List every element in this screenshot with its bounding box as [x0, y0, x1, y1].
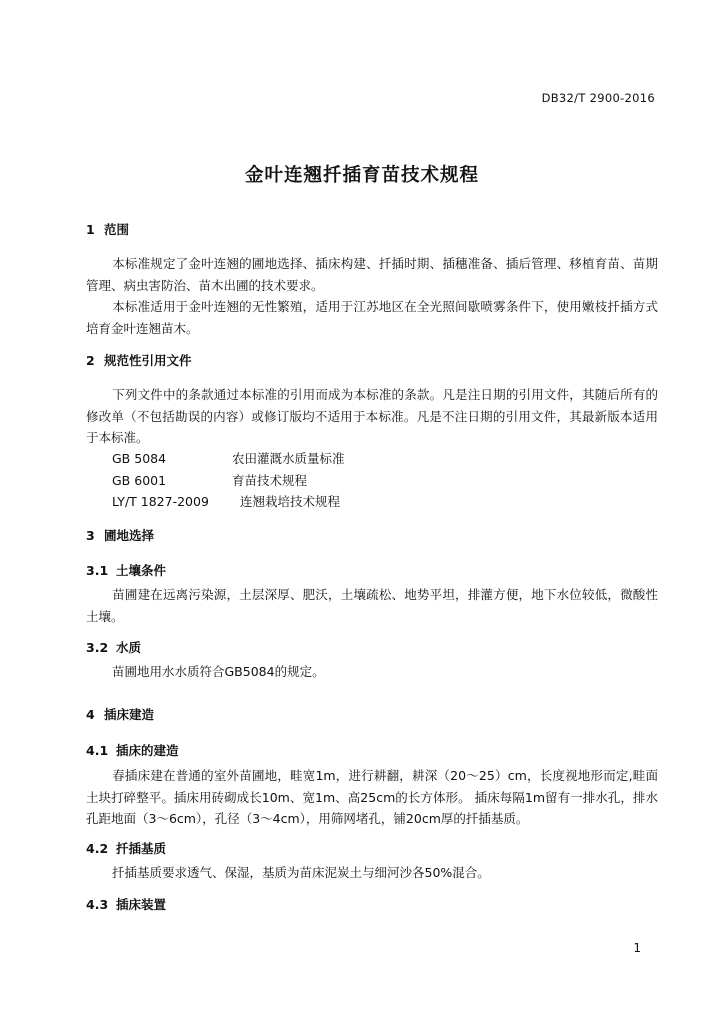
section-1-paragraph-1: 本标准规定了金叶连翘的圃地选择、插床构建、扦插时期、插穗准备、插后管理、移植育苗、苗期管理、病虫害防治、苗木出圃的技术要求。	[86, 256, 658, 293]
subsection-4-2-paragraph: 扦插基质要求透气、保湿，基质为苗床泥炭土与细河沙各50%混合。	[112, 865, 490, 880]
reference-name: 育苗技术规程	[232, 473, 308, 488]
reference-code: GB 5084	[112, 451, 167, 466]
section-number: 2	[86, 353, 95, 368]
reference-name: 连翘栽培技术规程	[240, 494, 341, 509]
subsection-title: 插床的建造	[116, 743, 179, 758]
subsection-3-1-heading	[86, 561, 166, 579]
section-1-heading	[86, 220, 129, 238]
subsection-3-1-paragraph: 苗圃建在远离污染源，土层深厚、肥沃，土壤疏松、地势平坦，排灌方便，地下水位较低，微酸性土壤。	[86, 587, 658, 624]
page-number: 1	[633, 941, 641, 955]
subsection-title: 扦插基质	[116, 841, 167, 856]
reference-code: GB 6001	[112, 473, 167, 488]
subsection-number: 4.1	[86, 743, 109, 758]
reference-name: 农田灌溉水质量标准	[232, 451, 345, 466]
subsection-title: 土壤条件	[116, 563, 167, 578]
subsection-number: 4.2	[86, 841, 109, 856]
reference-row	[112, 471, 307, 489]
section-2-heading	[86, 351, 192, 369]
subsection-3-2-paragraph: 苗圃地用水水质符合GB5084的规定。	[112, 664, 325, 679]
document-number: DB32/T 2900-2016	[541, 91, 655, 105]
reference-row	[112, 492, 340, 510]
section-title: 规范性引用文件	[104, 353, 192, 368]
section-1-paragraph-2: 本标准适用于金叶连翘的无性繁殖，适用于江苏地区在全光照间歇喷雾条件下，使用嫩枝扦插方式培育金叶连翘苗木。	[86, 299, 658, 336]
section-3-heading	[86, 526, 154, 544]
section-title: 圃地选择	[104, 528, 155, 543]
reference-row	[112, 449, 345, 467]
reference-code: LY/T 1827-2009	[112, 494, 209, 509]
subsection-title: 插床装置	[116, 897, 167, 912]
section-number: 3	[86, 528, 95, 543]
subsection-number: 4.3	[86, 897, 109, 912]
section-number: 4	[86, 707, 95, 722]
section-2-paragraph-1: 下列文件中的条款通过本标准的引用而成为本标准的条款。凡是注日期的引用文件，其随后所有的修改单（不包括勘误的内容）或修订版均不适用于本标准。凡是不注日期的引用文件，其最新版本适用于本标准。	[86, 387, 658, 445]
section-title: 插床建造	[104, 707, 155, 722]
subsection-number: 3.2	[86, 640, 109, 655]
subsection-3-2-heading	[86, 638, 141, 656]
document-title: 金叶连翘扦插育苗技术规程	[244, 165, 479, 186]
subsection-4-1-paragraph: 春插床建在普通的室外苗圃地，畦宽1m，进行耕翻，耕深（20～25）cm，长度视地形而定,畦面土块打碎整平。插床用砖砌成长10m、宽1m、高25cm的长方体形。 插床每隔1m留有一排水孔，排水孔距地面（3～6cm），孔径（3～4cm），用筛网堵孔，铺20cm厚的扦插基质。	[86, 768, 658, 826]
section-4-heading	[86, 705, 154, 723]
subsection-4-1-heading	[86, 741, 179, 759]
subsection-4-3-heading	[86, 895, 166, 913]
subsection-4-2-heading	[86, 839, 166, 857]
subsection-title: 水质	[116, 640, 142, 655]
subsection-number: 3.1	[86, 563, 109, 578]
section-title: 范围	[104, 222, 130, 237]
section-number: 1	[86, 222, 95, 237]
